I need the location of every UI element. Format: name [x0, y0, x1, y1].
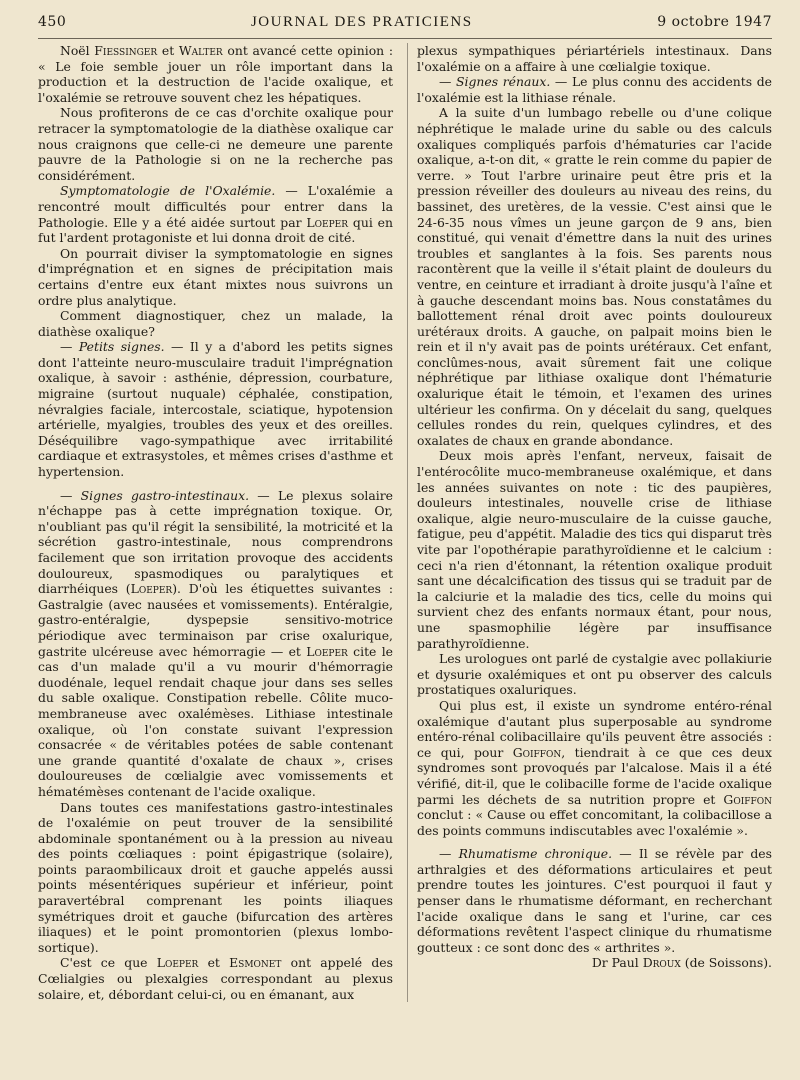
- text: —: [439, 74, 457, 90]
- section-heading: Signes rénaux.: [456, 74, 551, 90]
- text: —: [439, 846, 459, 862]
- section-heading: Symptomatologie de l'Oxalémie.: [60, 183, 276, 199]
- paragraph: [417, 698, 772, 838]
- text: , tiendrait à ce que ces deux syndromes sont provoqués par l'alcalose. Mais il a été vérifié, dit-il, que le colibacille forme de l'acide oxalique parmi les déchets de sa nutrition propre et: [417, 744, 772, 807]
- text: ). D'où les étiquettes suivantes : Gastralgie (avec nausées et vomissements). Entéralgie, gastro-entéralgie, dyspepsie sensitivo-motrice périodique avec terminaison par crise oxalurique, gastrite ulcéreuse avec hémorragie — et: [38, 581, 393, 659]
- text: conclut : « Cause ou effet concomitant, la colibacillose a des points communs indiscutables avec l'oxalémie ».: [417, 807, 772, 838]
- text: qui en fut l'ardent protagoniste et lui donna droit de cité.: [38, 214, 393, 246]
- author-name: Loeper: [130, 581, 173, 597]
- paragraph: Dans toutes ces manifestations gastro-intestinales de l'oxalémie on peut trouver de la sensibilité abdominale spontanément ou à la pression au niveau des points cœliaques : point épigastrique (solaire), points paraombilicaux droit et gauche appelés aussi points mésentériques supérieur et inférieur, point paravertébral comprenant les points iliaques symétriques droit et gauche (bifurcation des artères iliaques) et le point promontorien (plexus lombo-sortique).: [38, 799, 393, 955]
- article-columns: [38, 43, 772, 1002]
- issue-date: 9 octobre 1947: [657, 14, 772, 30]
- author-name: Fiessinger: [94, 43, 158, 58]
- section-heading: Rhumatisme chronique.: [458, 846, 613, 862]
- right-column: [407, 43, 772, 1002]
- text: et: [161, 43, 175, 58]
- author-name: Esmonet: [229, 955, 282, 971]
- paragraph: Les urologues ont parlé de cystalgie avec pollakiurie et dysurie oxalémiques et ont pu observer des calculs prostatiques oxaluriques.: [417, 651, 772, 698]
- paragraph: [38, 488, 393, 800]
- paragraph: Comment diagnostiquer, chez un malade, la diathèse oxalique?: [38, 308, 393, 339]
- section-heading: Petits signes.: [78, 339, 165, 355]
- text: Noël: [60, 43, 90, 58]
- paragraph: [38, 183, 393, 245]
- author-name: Walter: [178, 43, 223, 58]
- paragraph: [38, 43, 393, 105]
- section-heading: Signes gastro-intestinaux.: [80, 487, 250, 503]
- paragraph: Nous profiterons de ce cas d'orchite oxalique pour retracer la symptomatologie de la diathèse oxalique car nous craignons que celle-ci ne demeure une parente pauvre de la Pathologie si on ne la recherche pas considérément.: [38, 105, 393, 183]
- paragraph: [417, 846, 772, 955]
- running-header: [38, 14, 772, 39]
- text: Qui plus est, il existe un syndrome entéro-rénal oxalémique d'autant plus superposable au syndrome entéro-rénal colibacillaire qu'ils peuvent être associés : ce qui, pour: [417, 697, 772, 760]
- author-name: Loeper: [156, 955, 199, 971]
- text: ont avancé cette opinion : « Le foie semble jouer un rôle important dans la production et la destruction de l'acide oxalique, et l'oxalémie se retrouve souvent chez les hépatiques.: [38, 43, 393, 105]
- paragraph: [38, 955, 393, 1002]
- paragraph: [38, 339, 393, 479]
- text: — L'oxalémie a rencontré moult difficultés pour entrer dans la Pathologie. Elle y a été aidée surtout par: [38, 183, 393, 230]
- paragraph: On pourrait diviser la symptomatologie en signes d'imprégnation et en signes de précipitation mais certains d'entre eux étant mixtes nous suivrons un ordre plus analytique.: [38, 245, 393, 308]
- text: — Il se révèle par des arthralgies et des déformations articulaires et peut prendre toutes les jointures. C'est pourquoi il faut y penser dans le rhumatisme déformant, en recherchant l'acide oxalique dans le sang et l'urine, car ces déformations revêtent l'aspect clinique du rhumatisme goutteux : ce sont donc des « arthrites ».: [417, 846, 772, 955]
- text: — Il y a d'abord les petits signes dont l'atteinte neuro-musculaire traduit l'imprégnation oxalique, à savoir : asthénie, dépression, courbature, migraine (surtout nuquale) céphalée, constipation, névralgies faciale, intercostale, sciatique, hypotension artérielle, myalgies, troubles des yeux et des oreilles. Déséquilibre vago-sympathique avec irritabilité cardiaque et extrasystoles, et mêmes crises d'asthme et hypertension.: [38, 339, 393, 480]
- author-signature: [417, 955, 772, 971]
- author-name: Goiffon: [723, 791, 772, 807]
- author-name: Goiffon: [512, 744, 562, 760]
- page-number: 450: [38, 14, 67, 30]
- text: ont appelé des Cœlialgies ou plexalgies correspondant au plexus solaire, et, débordant celui-ci, ou en émanant, aux: [38, 955, 393, 1002]
- text: (de Soissons).: [684, 955, 772, 971]
- text: C'est ce que: [60, 955, 148, 971]
- journal-title: JOURNAL DES PRATICIENS: [250, 14, 473, 30]
- author-name: Loeper: [306, 643, 348, 659]
- paragraph: A la suite d'un lumbago rebelle ou d'une colique néphrétique le malade urine du sable ou des calculs oxaliques compliqués parfois d'hématuries car l'acide oxalique, a-t-on dit, « gratte le rein comme du papier de verre. » Tout l'arbre urinaire peut être pris et la pression réveiller des douleurs au niveau des reins, du bassinet, des uretères, de la vessie. C'est ainsi que le 24-6-35 nous vîmes un jeune garçon de 9 ans, bien constitué, qui venait d'émettre dans la nuit des urines troubles et sanglantes à la fois. Ses parents nous racontèrent que la veille il s'était plaint de douleurs du ventre, en ceinture et irradiant à droite jusqu'à l'aîne et à gauche descendant moins bas. Nous constatâmes du ballottement rénal droit avec points douloureux urétéraux droits. A gauche, on palpait moins bien le rein et il n'y avait pas de points urétéraux. Cet enfant, conclûmes-nous, avait sûrement fait une colique néphrétique par lithiase oxalique dont l'hématurie oxalurique était le témoin, et l'examen des urines ultérieur les confirma. On y décelait du sang, quelques cellules rondes du rein, quelques cylindres, et des oxalates de chaux en grande abondance.: [417, 105, 772, 448]
- text: —: [60, 487, 81, 503]
- author-name: Droux: [642, 955, 681, 971]
- paragraph: Deux mois après l'enfant, nerveux, faisait de l'entérocôlite muco-membraneuse oxalémique, et dans les années suivantes on note : tic des paupières, douleurs intestinales, nouvelle crise de lithiase oxalique, algie neuro-musculaire de la cuisse gauche, fatigue, peu d'appétit. Maladie des tics qui disparut très vite par l'opothérapie parathyroïdienne et le calcium : ceci n'a rien d'étonnant, la rétention oxalique produit sant une décalcification des tissus qui se traduit par de la calciurie et la maladie des tics, celle du moins qui survient chez des enfants normaux étant, pour nous, une spasmophilie légère par insuffisance parathyroïdienne.: [417, 448, 772, 651]
- paragraph: [417, 74, 772, 105]
- text: cite le cas d'un malade qu'il a vu mourir d'hémorragie duodénale, lequel rendait chaque jour dans ses selles du sable oxalique. Constipation rebelle. Côlite muco-membraneuse avec oxalémèses. Lithiase intestinale oxalique, où l'on constate suivant l'expression consacrée « de véritables potées de sable contenant une grande quantité d'oxalate de chaux », crises douloureuses de cœlialgie avec vomissements et hématémèses contenant de l'acide oxalique.: [38, 643, 393, 799]
- paragraph: plexus sympathiques périartériels intestinaux. Dans l'oxalémie on a affaire à une cœlialgie toxique.: [417, 43, 772, 74]
- text: Dr Paul: [591, 955, 639, 971]
- text: — Le plus connu des accidents de l'oxalémie est la lithiase rénale.: [417, 74, 772, 105]
- text: et: [207, 955, 220, 971]
- text: — Le plexus solaire n'échappe pas à cette imprégnation toxique. Or, n'oubliant pas qu'il régit la sensibilité, la motricité et la sécrétion gastro-intestinale, nous comprendrons facilement que son irritation provoque des accidents douloureux, spasmodiques ou paralytiques et diarrhéiques (: [38, 487, 393, 597]
- author-name: Loeper: [306, 214, 349, 230]
- left-column: [38, 43, 393, 1002]
- text: —: [60, 339, 79, 355]
